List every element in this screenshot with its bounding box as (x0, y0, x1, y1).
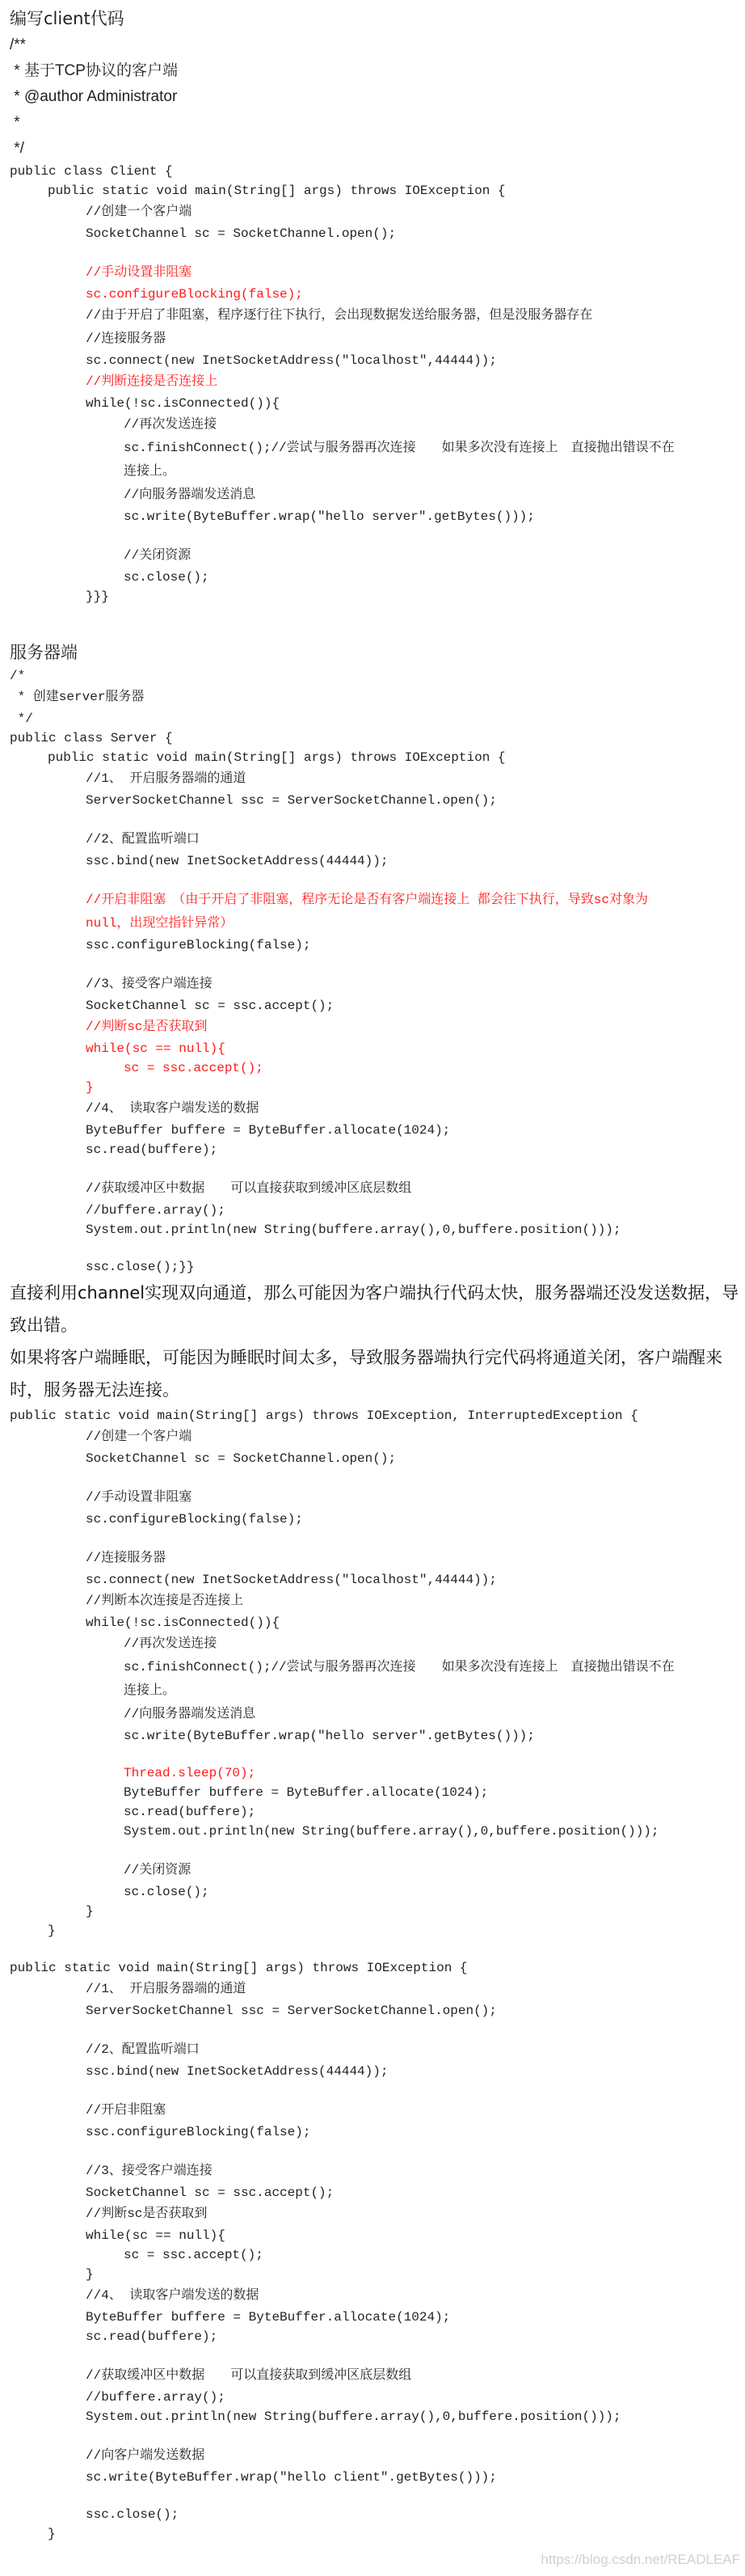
blank-line (10, 2346, 737, 2364)
blank-line (10, 1841, 737, 1859)
doc-comment-line: * 基于TCP协议的客户端 (10, 62, 178, 79)
blank-line (10, 810, 737, 828)
code-line: //连接服务器 (10, 332, 166, 346)
code-line: public static void main(String[] args) throws IOException { (10, 1961, 468, 1975)
code-line: //3、接受客户端连接 (10, 2164, 213, 2178)
code-line: ByteBuffer buffere = ByteBuffer.allocate(1024); (10, 1123, 451, 1138)
code-line: //buffere.array(); (10, 1203, 225, 1218)
code-line: //3、接受客户端连接 (10, 977, 213, 991)
code-line: ByteBuffer buffere = ByteBuffer.allocate(1024); (10, 1785, 489, 1800)
code-line: sc.read(buffere); (10, 1142, 218, 1157)
blank-line (10, 1940, 737, 1958)
code-line: //2、配置监听端口 (10, 2042, 200, 2057)
highlighted-code-line: null，出现空指针异常） (10, 916, 234, 931)
blank-line (10, 955, 737, 973)
code-line: sc.close(); (10, 570, 209, 585)
code-line: while(!sc.isConnected()){ (10, 1615, 280, 1630)
prose-paragraph: 直接利用channel实现双向通道，那么可能因为客户端执行代码太快，服务器端还没发送数据，导致出错。 (10, 1283, 739, 1335)
highlighted-code-line: //开启非阻塞 （由于开启了非阻塞，程序无论是否有客户端连接上 都会往下执行，导致sc对象为 (10, 893, 649, 907)
code-line: */ (10, 712, 33, 726)
code-line: 连接上。 (10, 464, 176, 479)
doc-comment-line: * @author Administrator (10, 88, 178, 105)
code-line: public class Server { (10, 731, 173, 745)
blank-line (10, 1529, 737, 1547)
highlighted-code-line: //判断sc是否获取到 (10, 1020, 208, 1034)
code-line: sc.close(); (10, 1885, 209, 1899)
code-line: //再次发送连接 (10, 1636, 217, 1651)
code-line: sc = ssc.accept(); (10, 2248, 263, 2262)
code-line: //获取缓冲区中数据 可以直接获取到缓冲区底层数组 (10, 2368, 412, 2383)
code-line: //判断sc是否获取到 (10, 2206, 208, 2221)
code-line: System.out.println(new String(buffere.array(),0,buffere.position())); (10, 2409, 621, 2424)
blank-line (10, 2081, 737, 2099)
blank-line (10, 871, 737, 889)
code-line: ssc.close();}} (10, 1260, 195, 1274)
code-line: sc.configureBlocking(false); (10, 1512, 303, 1527)
code-line: SocketChannel sc = SocketChannel.open(); (10, 1451, 397, 1466)
code-line: public static void main(String[] args) throws IOException { (10, 750, 506, 765)
code-line: System.out.println(new String(buffere.array(),0,buffere.position())); (10, 1223, 621, 1237)
code-line: sc.read(buffere); (10, 1805, 256, 1819)
highlighted-code-line: } (10, 1080, 94, 1095)
section-spacer (10, 606, 737, 639)
doc-comment-line: * (10, 114, 20, 131)
code-line: * 创建server服务器 (10, 690, 145, 704)
code-line: sc.write(ByteBuffer.wrap("hello client".getBytes())); (10, 2470, 497, 2485)
code-line: sc.finishConnect();//尝试与服务器再次连接 如果多次没有连接上 直接抛出错误不在 (10, 1660, 675, 1674)
highlighted-code-line: Thread.sleep(70); (10, 1766, 256, 1780)
code-line: ssc.close(); (10, 2507, 179, 2522)
highlighted-code-line: while(sc == null){ (10, 1041, 225, 1056)
blank-line (10, 2021, 737, 2038)
code-line: //4、 读取客户端发送的数据 (10, 2288, 259, 2303)
code-line: } (10, 2267, 94, 2282)
code-line: //手动设置非阻塞 (10, 1490, 192, 1505)
code-line: //buffere.array(); (10, 2390, 225, 2405)
code-line: ServerSocketChannel ssc = ServerSocketChannel.open(); (10, 2004, 497, 2018)
code-line: //再次发送连接 (10, 417, 217, 432)
code-line: } (10, 2527, 56, 2541)
code-line: sc.write(ByteBuffer.wrap("hello server".getBytes())); (10, 509, 535, 524)
code-line: ssc.configureBlocking(false); (10, 938, 311, 952)
blank-line (10, 526, 737, 544)
code-line: //1、 开启服务器端的通道 (10, 771, 246, 786)
code-line: sc.connect(new InetSocketAddress("localhost",44444)); (10, 1573, 497, 1587)
blank-line (10, 1239, 737, 1257)
code-line: //创建一个客户端 (10, 1429, 192, 1444)
doc-comment-line: */ (10, 140, 24, 157)
highlighted-code-line: sc = ssc.accept(); (10, 1061, 263, 1075)
code-line: ssc.bind(new InetSocketAddress(44444)); (10, 2064, 389, 2079)
blank-line (10, 1159, 737, 1177)
code-line: System.out.println(new String(buffere.array(),0,buffere.position())); (10, 1824, 659, 1839)
code-line: /* (10, 669, 26, 683)
code-line: SocketChannel sc = ssc.accept(); (10, 999, 335, 1013)
code-line: //向服务器端发送消息 (10, 488, 256, 502)
code-line: sc.connect(new InetSocketAddress("localhost",44444)); (10, 353, 497, 368)
blank-line (10, 2142, 737, 2160)
code-line: //4、 读取客户端发送的数据 (10, 1101, 259, 1116)
code-line: 连接上。 (10, 1683, 176, 1698)
code-line: //向客户端发送数据 (10, 2448, 205, 2463)
code-line: ssc.bind(new InetSocketAddress(44444)); (10, 854, 389, 868)
code-line: }}} (10, 589, 109, 604)
code-line: public static void main(String[] args) throws IOException, InterruptedException { (10, 1408, 638, 1423)
code-line: SocketChannel sc = SocketChannel.open(); (10, 226, 397, 241)
blank-line (10, 1468, 737, 1486)
code-line: public static void main(String[] args) throws IOException { (10, 184, 506, 198)
code-line: sc.finishConnect();//尝试与服务器再次连接 如果多次没有连接上 直接抛出错误不在 (10, 441, 675, 455)
code-line: //连接服务器 (10, 1551, 166, 1565)
code-line: sc.write(ByteBuffer.wrap("hello server".getBytes())); (10, 1729, 535, 1743)
blank-line (10, 243, 737, 261)
code-line: //获取缓冲区中数据 可以直接获取到缓冲区底层数组 (10, 1181, 412, 1196)
blank-line (10, 2487, 737, 2505)
section-heading: 服务器端 (10, 643, 78, 662)
watermark: https://blog.csdn.net/READLEAF (541, 2552, 740, 2567)
code-line: public class Client { (10, 164, 173, 179)
code-line: //判断本次连接是否连接上 (10, 1594, 244, 1608)
blank-line (10, 2426, 737, 2444)
code-line: //2、配置监听端口 (10, 832, 200, 847)
doc-comment-line: /** (10, 36, 27, 53)
highlighted-code-line: sc.configureBlocking(false); (10, 287, 303, 302)
section-heading: 编写client代码 (10, 9, 124, 28)
prose-paragraph: 如果将客户端睡眠，可能因为睡眠时间太多，导致服务器端执行完代码将通道关闭，客户端醒来时，服务器无法连接。 (10, 1348, 722, 1400)
code-line: //向服务器端发送消息 (10, 1707, 256, 1721)
code-line: while(!sc.isConnected()){ (10, 396, 280, 411)
code-line: //开启非阻塞 (10, 2103, 166, 2118)
code-line: //由于开启了非阻塞，程序逐行往下执行，会出现数据发送给服务器，但是没服务器存在 (10, 308, 593, 323)
blank-line (10, 1746, 737, 1763)
code-line: ByteBuffer buffere = ByteBuffer.allocate(1024); (10, 2310, 451, 2325)
code-line: sc.read(buffere); (10, 2329, 218, 2344)
code-line: ssc.configureBlocking(false); (10, 2125, 311, 2139)
code-line: while(sc == null){ (10, 2228, 225, 2243)
code-line: //1、 开启服务器端的通道 (10, 1982, 246, 1996)
highlighted-code-line: //判断连接是否连接上 (10, 374, 218, 389)
code-line: //关闭资源 (10, 548, 192, 563)
code-line: //关闭资源 (10, 1863, 192, 1877)
code-line: ServerSocketChannel ssc = ServerSocketChannel.open(); (10, 793, 497, 808)
highlighted-code-line: //手动设置非阻塞 (10, 265, 192, 280)
code-line: } (10, 1924, 56, 1938)
code-line: //创建一个客户端 (10, 205, 192, 219)
code-line: } (10, 1904, 94, 1919)
code-line: SocketChannel sc = ssc.accept(); (10, 2185, 335, 2200)
